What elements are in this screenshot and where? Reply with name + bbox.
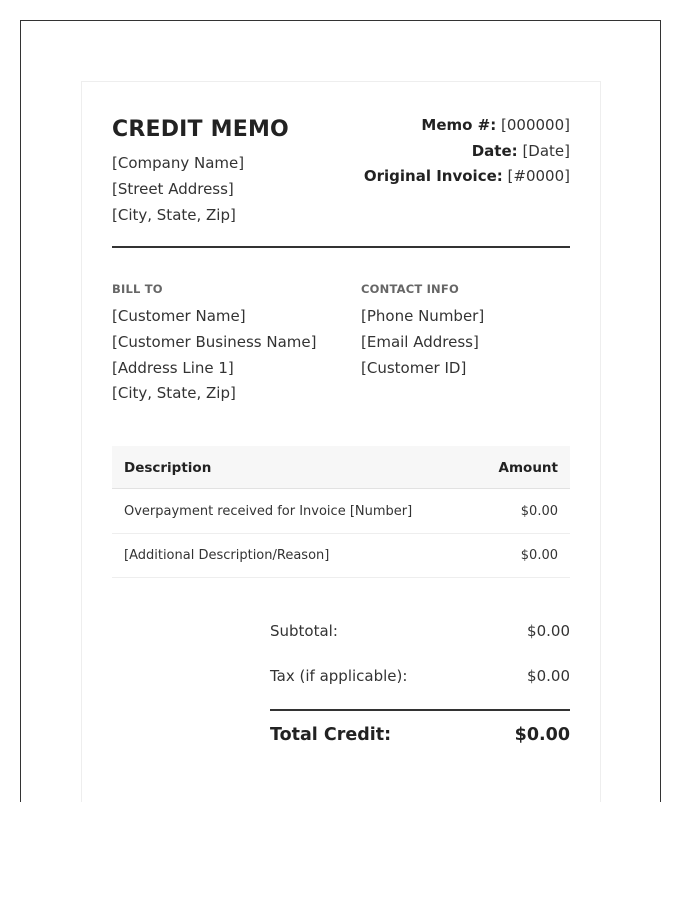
- memo-number-value: [000000]: [501, 116, 570, 134]
- table-bottom-divider: [112, 577, 570, 578]
- memo-date-label: Date:: [471, 142, 518, 160]
- document-title: CREDIT MEMO: [112, 117, 289, 142]
- bill-to-customer-name: [Customer Name]: [112, 307, 246, 325]
- bill-to-address-line-1: [Address Line 1]: [112, 359, 234, 377]
- total-credit-label: Total Credit:: [270, 725, 392, 745]
- contact-email: [Email Address]: [361, 333, 479, 351]
- contact-phone: [Phone Number]: [361, 307, 485, 325]
- bill-to-city: [City, State, Zip]: [112, 384, 236, 402]
- table-row-1-description: Overpayment received for Invoice [Number]: [124, 504, 413, 519]
- original-invoice-value: [#0000]: [507, 167, 570, 185]
- original-invoice-label: Original Invoice:: [363, 167, 503, 185]
- company-name: [Company Name]: [112, 154, 245, 172]
- bill-to-business-name: [Customer Business Name]: [112, 333, 317, 351]
- total-credit-value: $0.00: [514, 725, 570, 745]
- original-invoice: [364, 167, 570, 185]
- column-header-amount: Amount: [498, 460, 558, 476]
- tax-value: $0.00: [527, 667, 570, 685]
- memo-date-value: [Date]: [522, 142, 570, 160]
- table-row-divider: [112, 533, 570, 534]
- memo-number-label: Memo #:: [421, 116, 497, 134]
- subtotal-value: $0.00: [527, 622, 570, 640]
- column-header-description: Description: [124, 460, 212, 476]
- company-street: [Street Address]: [112, 180, 234, 198]
- memo-number: [421, 116, 570, 134]
- bill-to-label: BILL TO: [112, 282, 163, 296]
- contact-customer-id: [Customer ID]: [361, 359, 467, 377]
- table-row-2-description: [Additional Description/Reason]: [124, 548, 330, 563]
- tax-label: Tax (if applicable):: [270, 667, 408, 685]
- company-city: [City, State, Zip]: [112, 206, 236, 224]
- total-divider: [270, 709, 570, 711]
- header-divider: [112, 246, 570, 248]
- contact-info-label: CONTACT INFO: [361, 282, 459, 296]
- table-row-1-amount: $0.00: [520, 504, 558, 519]
- memo-date: [472, 142, 570, 160]
- table-row-2-amount: $0.00: [520, 548, 558, 563]
- subtotal-label: Subtotal:: [270, 622, 338, 640]
